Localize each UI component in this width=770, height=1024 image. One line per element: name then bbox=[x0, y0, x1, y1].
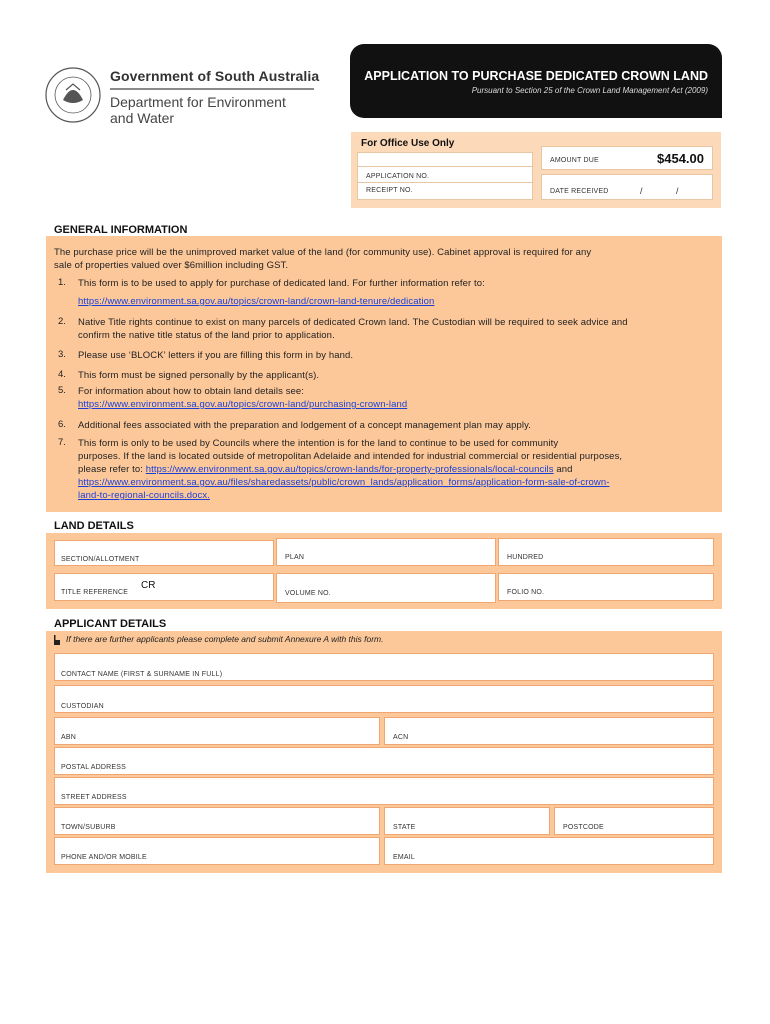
email-field[interactable] bbox=[384, 837, 714, 865]
receipt-no-label: RECEIPT NO. bbox=[366, 187, 413, 194]
postcode-label: POSTCODE bbox=[563, 824, 604, 831]
amount-due-field bbox=[541, 146, 713, 170]
agency-logo bbox=[40, 64, 320, 128]
item-number: 4. bbox=[58, 369, 66, 380]
date-received-label: DATE RECEIVED bbox=[550, 188, 609, 195]
info-item-7-line1: This form is only to be used by Councils where the intention is for the land to continue to be used for community bbox=[78, 438, 559, 449]
applicant-note: If there are further applicants please complete and submit Annexure A with this form. bbox=[66, 634, 384, 644]
hundred-label: HUNDRED bbox=[507, 554, 544, 561]
info-item-2-line2: confirm the native title status of the land prior to application. bbox=[78, 330, 335, 341]
contact-name-field[interactable] bbox=[54, 653, 714, 681]
plan-label: PLAN bbox=[285, 554, 305, 561]
applicant-details-heading: APPLICANT DETAILS bbox=[54, 618, 167, 630]
email-label: EMAIL bbox=[393, 854, 416, 861]
title-reference-field[interactable] bbox=[54, 573, 274, 601]
intro-text-line1: The purchase price will be the unimproved market value of the land (for community use). Cabinet approval is required for any bbox=[54, 247, 592, 258]
section-allotment-field[interactable] bbox=[54, 540, 274, 566]
application-no-label: APPLICATION NO. bbox=[366, 173, 430, 180]
info-item-7-line3 bbox=[78, 463, 708, 476]
receipt-no-field[interactable] bbox=[357, 182, 533, 200]
town-suburb-field[interactable] bbox=[54, 807, 380, 835]
form-subtitle: Pursuant to Section 25 of the Crown Land Management Act (2009) bbox=[471, 86, 708, 95]
applicant-details-panel bbox=[46, 631, 722, 873]
volume-no-label: VOLUME NO. bbox=[285, 590, 331, 597]
department-name-line1: Department for Environment bbox=[110, 94, 286, 110]
date-received-field[interactable] bbox=[541, 174, 713, 200]
abn-field[interactable] bbox=[54, 717, 380, 745]
section-allotment-label: SECTION/ALLOTMENT bbox=[61, 556, 140, 563]
info-item-7-line2: purposes. If the land is located outside of metropolitan Adelaide and intended for industrial commercial or residential purposes, bbox=[78, 451, 623, 462]
local-councils-link[interactable]: https://www.environment.sa.gov.au/topics/crown-lands/for-property-professionals/local-councils bbox=[145, 464, 554, 475]
application-form-link-cont[interactable]: land-to-regional-councils.docx. bbox=[78, 490, 210, 501]
general-information-heading: GENERAL INFORMATION bbox=[54, 224, 188, 236]
custodian-field[interactable] bbox=[54, 685, 714, 713]
item-number: 1. bbox=[58, 277, 66, 288]
form-title-banner bbox=[350, 44, 722, 118]
pointing-hand-icon bbox=[52, 634, 62, 646]
org-name: Government of South Australia bbox=[110, 68, 320, 84]
info-item-3: Please use ‘BLOCK’ letters if you are filling this form in by hand. bbox=[78, 350, 354, 361]
town-suburb-label: TOWN/SUBURB bbox=[61, 824, 116, 831]
postcode-field[interactable] bbox=[554, 807, 714, 835]
info-item-7-line3-text: please refer to: bbox=[78, 464, 146, 475]
dedication-link[interactable]: https://www.environment.sa.gov.au/topics/crown-land/crown-land-tenure/dedication bbox=[78, 296, 435, 307]
phone-field[interactable] bbox=[54, 837, 380, 865]
office-use-title: For Office Use Only bbox=[361, 138, 455, 149]
general-information-panel bbox=[46, 236, 722, 512]
item-number: 7. bbox=[58, 437, 66, 448]
state-field[interactable] bbox=[384, 807, 550, 835]
application-form-link[interactable]: https://www.environment.sa.gov.au/files/sharedassets/public/crown_lands/application_forms/application-form-sale-of-crown- bbox=[78, 477, 610, 488]
hundred-field[interactable] bbox=[498, 538, 714, 566]
folio-no-field[interactable] bbox=[498, 573, 714, 601]
street-address-label: STREET ADDRESS bbox=[61, 794, 127, 801]
info-item-1: This form is to be used to apply for purchase of dedicated land. For further information refer to: bbox=[78, 278, 485, 289]
title-reference-value: CR bbox=[141, 580, 156, 591]
intro-text-line2: sale of properties valued over $6million including GST. bbox=[54, 260, 289, 271]
amount-due-value: $454.00 bbox=[657, 151, 704, 166]
date-separator: / bbox=[676, 186, 679, 196]
form-title: APPLICATION TO PURCHASE DEDICATED CROWN LAND bbox=[364, 69, 708, 83]
item-number: 5. bbox=[58, 385, 66, 396]
office-use-panel bbox=[351, 132, 721, 208]
item-number: 6. bbox=[58, 419, 66, 430]
department-name-line2: and Water bbox=[110, 110, 175, 126]
state-label: STATE bbox=[393, 824, 416, 831]
org-divider bbox=[110, 88, 314, 90]
postal-address-label: POSTAL ADDRESS bbox=[61, 764, 127, 771]
info-item-7-line3-tail: and bbox=[553, 464, 573, 475]
folio-no-label: FOLIO NO. bbox=[507, 589, 545, 596]
info-item-5: For information about how to obtain land details see: bbox=[78, 386, 305, 397]
land-details-panel bbox=[46, 533, 722, 609]
acn-label: ACN bbox=[393, 734, 409, 741]
item-number: 3. bbox=[58, 349, 66, 360]
info-item-6: Additional fees associated with the preparation and lodgement of a concept management plan may apply. bbox=[78, 420, 532, 431]
amount-due-label: AMOUNT DUE bbox=[550, 157, 599, 164]
street-address-field[interactable] bbox=[54, 777, 714, 805]
custodian-label: CUSTODIAN bbox=[61, 703, 104, 710]
volume-no-field[interactable] bbox=[276, 573, 496, 603]
abn-label: ABN bbox=[61, 734, 76, 741]
acn-field[interactable] bbox=[384, 717, 714, 745]
postal-address-field[interactable] bbox=[54, 747, 714, 775]
info-item-2-line1: Native Title rights continue to exist on many parcels of dedicated Crown land. The Custodian will be required to seek advice and bbox=[78, 317, 628, 328]
state-seal-icon bbox=[44, 66, 102, 124]
item-number: 2. bbox=[58, 316, 66, 327]
contact-name-label: CONTACT NAME (FIRST & SURNAME IN FULL) bbox=[61, 671, 223, 678]
plan-field[interactable] bbox=[276, 538, 496, 566]
title-reference-label: TITLE REFERENCE bbox=[61, 589, 129, 596]
land-details-heading: LAND DETAILS bbox=[54, 520, 134, 532]
phone-label: PHONE AND/OR MOBILE bbox=[61, 854, 147, 861]
date-separator: / bbox=[640, 186, 643, 196]
info-item-4: This form must be signed personally by the applicant(s). bbox=[78, 370, 320, 381]
purchasing-crown-land-link[interactable]: https://www.environment.sa.gov.au/topics/crown-land/purchasing-crown-land bbox=[78, 399, 408, 410]
